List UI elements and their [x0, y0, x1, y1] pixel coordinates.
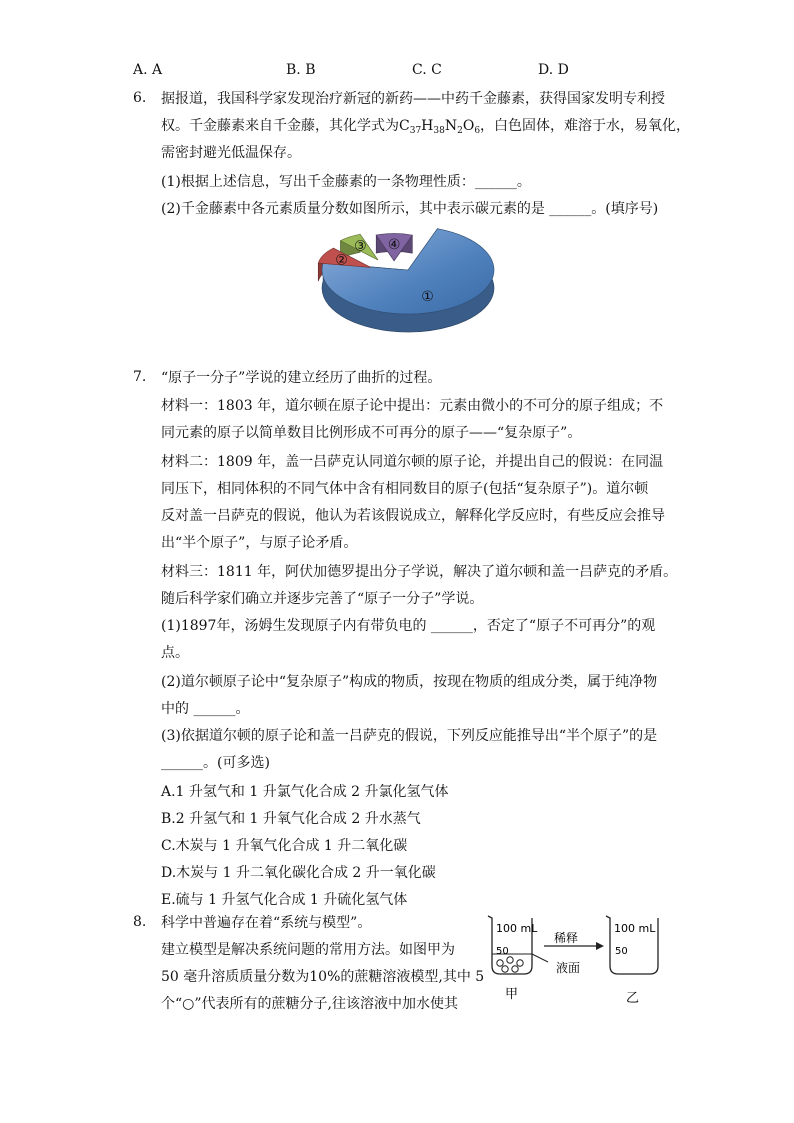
q7-text-line: (3)依据道尔顿的原子论和盖一吕萨克的假说，下列反应能推导出“半个原子”的是 [161, 728, 658, 744]
q7-text-line: 反对盖一吕萨克的假说，他认为若该假说成立，解释化学反应时，有些反应会推导 [161, 508, 665, 524]
choice-a: A. A [133, 62, 163, 78]
sugar-molecule-circle [512, 966, 518, 972]
sugar-molecule-circle [502, 966, 508, 972]
q7-text-line: 出“半个原子”，与原子论矛盾。 [161, 535, 358, 551]
q8-text-line: 个“○”代表所有的蔗糖分子,往该溶液中加水使其 [161, 996, 458, 1012]
q6-subquestion-2: (2)千金藤素中各元素质量分数如图所示，其中表示碳元素的是 ______。(填序号) [161, 201, 659, 217]
q7-text-line: ______。(可多选) [161, 755, 270, 771]
q8-text-line: 建立模型是解决系统问题的常用方法。如图甲为 [161, 942, 455, 958]
q7-text-line: 中的 ______。 [161, 701, 250, 717]
beaker-a-label: 甲 [505, 987, 519, 1002]
q7-text-line: 同压下，相同体积的不同气体中含有相同数目的原子(包括“复杂原子”)。道尔顿 [161, 481, 649, 497]
q7-text-line: C.木炭与 1 升氧气化合成 1 升二氧化碳 [161, 838, 408, 854]
pie-slice-label: ② [335, 252, 348, 269]
q7-text-line: D.木炭与 1 升二氧化碳化合成 2 升一氧化碳 [161, 865, 436, 881]
q7-text-line: 材料三：1811 年，阿伏加德罗提出分子学说，解决了道尔顿和盖一吕萨克的矛盾。 [161, 564, 678, 580]
q6-formula-line: 权。千金藤素来自千金藤，其化学式为$C_{37}H_{38}N_2O_6$，白色固体，难溶于水，易氧化， [161, 118, 691, 136]
q7-text-line: 同元素的原子以简单数目比例形成不可再分的原子——“复杂原子”。 [161, 425, 582, 441]
sugar-molecule-circle [507, 957, 513, 963]
choice-b: B. B [286, 62, 316, 78]
pie-slice-label: ③ [354, 238, 367, 255]
element-mass-pie-chart [282, 222, 512, 348]
surface-label: 液面 [556, 961, 581, 975]
surface-pointer-line [532, 954, 548, 962]
q8-text-line: 科学中普遍存在着“系统与模型”。 [161, 915, 372, 931]
question-number: 7. [133, 369, 147, 385]
pie-slice-label: ④ [387, 236, 401, 253]
q7-text-line: 材料二：1809 年，盖一吕萨克认同道尔顿的原子论，并提出自己的假说：在同温 [161, 454, 664, 470]
q7-text-line: (1)1897年，汤姆生发现原子内有带负电的 ______，否定了“原子不可再分”的观 [161, 618, 656, 634]
question-number: 6. [133, 90, 147, 106]
beaker-b-top-mark: 100 mL [614, 922, 656, 935]
q6-text-line: 需密封避光低温保存。 [161, 145, 301, 161]
q7-intro: “原子一分子”学说的建立经历了曲折的过程。 [161, 370, 442, 386]
q8-text-line: 50 毫升溶质质量分数为10%的蔗糖溶液模型,其中 5 [161, 969, 485, 985]
pie-slice-label: ① [421, 289, 434, 306]
q7-text-line: A.1 升氢气和 1 升氯气化合成 2 升氯化氢气体 [161, 784, 449, 800]
beaker-a [488, 916, 548, 1002]
q6-subquestion-1: (1)根据上述信息，写出千金藤素的一条物理性质：______。 [161, 174, 531, 190]
q7-text-line: 材料一：1803 年，道尔顿在原子论中提出：元素由微小的不可分的原子组成；不 [161, 398, 664, 414]
beaker-b-label: 乙 [626, 991, 640, 1006]
question-number: 8. [133, 914, 147, 930]
sugar-molecule-circle [497, 960, 503, 966]
q7-text-line: E.硫与 1 升氢气化合成 1 升硫化氢气体 [161, 892, 408, 908]
dilute-arrow [544, 930, 604, 975]
dilute-label: 稀释 [554, 931, 579, 945]
beaker-a-top-mark: 100 mL [496, 922, 538, 935]
beaker-b-mid-mark: 50 [615, 946, 628, 957]
choice-d: D. D [538, 62, 569, 78]
q6-text-line: 据报道，我国科学家发现治疗新冠的新药——中药千金藤素，获得国家发明专利授 [161, 91, 665, 107]
q7-text-line: (2)道尔顿原子论中“复杂原子”构成的物质，按现在物质的组成分类，属于纯净物 [161, 674, 658, 690]
beaker-diagram [484, 910, 664, 1010]
sugar-molecule-circle [517, 960, 523, 966]
beaker-a-mid-mark: 50 [496, 946, 509, 957]
q7-text-line: 点。 [161, 645, 189, 661]
beaker-b [606, 916, 658, 1006]
choice-c: C. C [412, 62, 442, 78]
q7-text-line: 随后科学家们确立并逐步完善了“原子一分子”学说。 [161, 591, 484, 607]
q7-text-line: B.2 升氢气和 1 升氧气化合成 2 升水蒸气 [161, 811, 421, 827]
